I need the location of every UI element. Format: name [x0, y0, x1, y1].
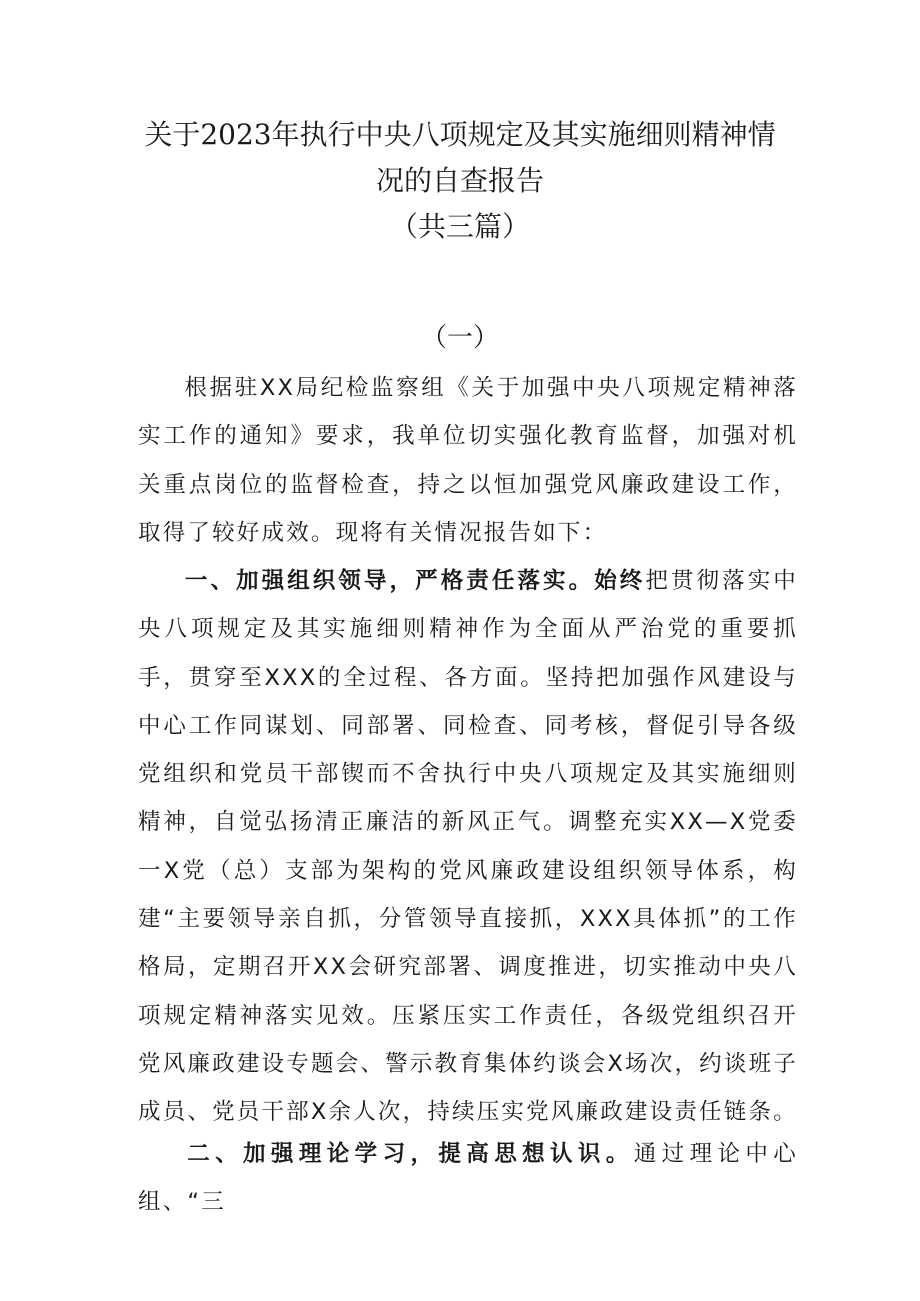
paragraph-intro: [138, 364, 798, 557]
paragraph-section-1: [138, 557, 798, 1137]
paragraph-section-2: [138, 1130, 798, 1227]
paragraph-heading: 二、加强理论学习，提高思想认识。: [184, 1141, 634, 1167]
document-title-line-1: 关于2023年执行中央八项规定及其实施细则精神情: [144, 118, 776, 151]
paragraph-text: 把贯彻落实中央八项规定及其实施细则精神作为全面从严治党的重要抓手，贯穿至XXX的全过程、各方面。坚持把加强作风建设与中心工作同谋划、同部署、同检查、同考核，督促引导各级党组织和党员干部锲而不舍执行中央八项规定及其实施细则精神，自觉弘扬清正廉洁的新风正气。调整充实XX—X党委一X党（总）支部为架构的党风廉政建设组织领导体系，构建“主要领导亲自抓，分管领导直接抓，XXX具体抓”的工作格局，定期召开XX会研究部署、调度推进，切实推动中央八项规定精神落实见效。压紧压实工作责任，各级党组织召开党风廉政建设专题会、警示教育集体约谈会X场次，约谈班子成员、党员干部X余人次，持续压实党风廉政建设责任链条。: [138, 568, 798, 1126]
section-marker: （一）: [420, 323, 499, 353]
document-title-line-2: 况的自查报告: [375, 164, 544, 197]
paragraph-text: 通过理论中心组、“三: [138, 1141, 799, 1216]
document-title-note: （共三篇）: [389, 210, 530, 243]
paragraph-text: 根据驻XX局纪检监察组《关于加强中央八项规定精神落实工作的通知》要求，我单位切实强化教育监督，加强对机关重点岗位的监督检查，持之以恒加强党风廉政建设工作，取得了较好成效。现将有关情况报告如下：: [138, 375, 798, 546]
paragraph-heading: 一、加强组织领导，严格责任落实。始终: [184, 568, 646, 594]
